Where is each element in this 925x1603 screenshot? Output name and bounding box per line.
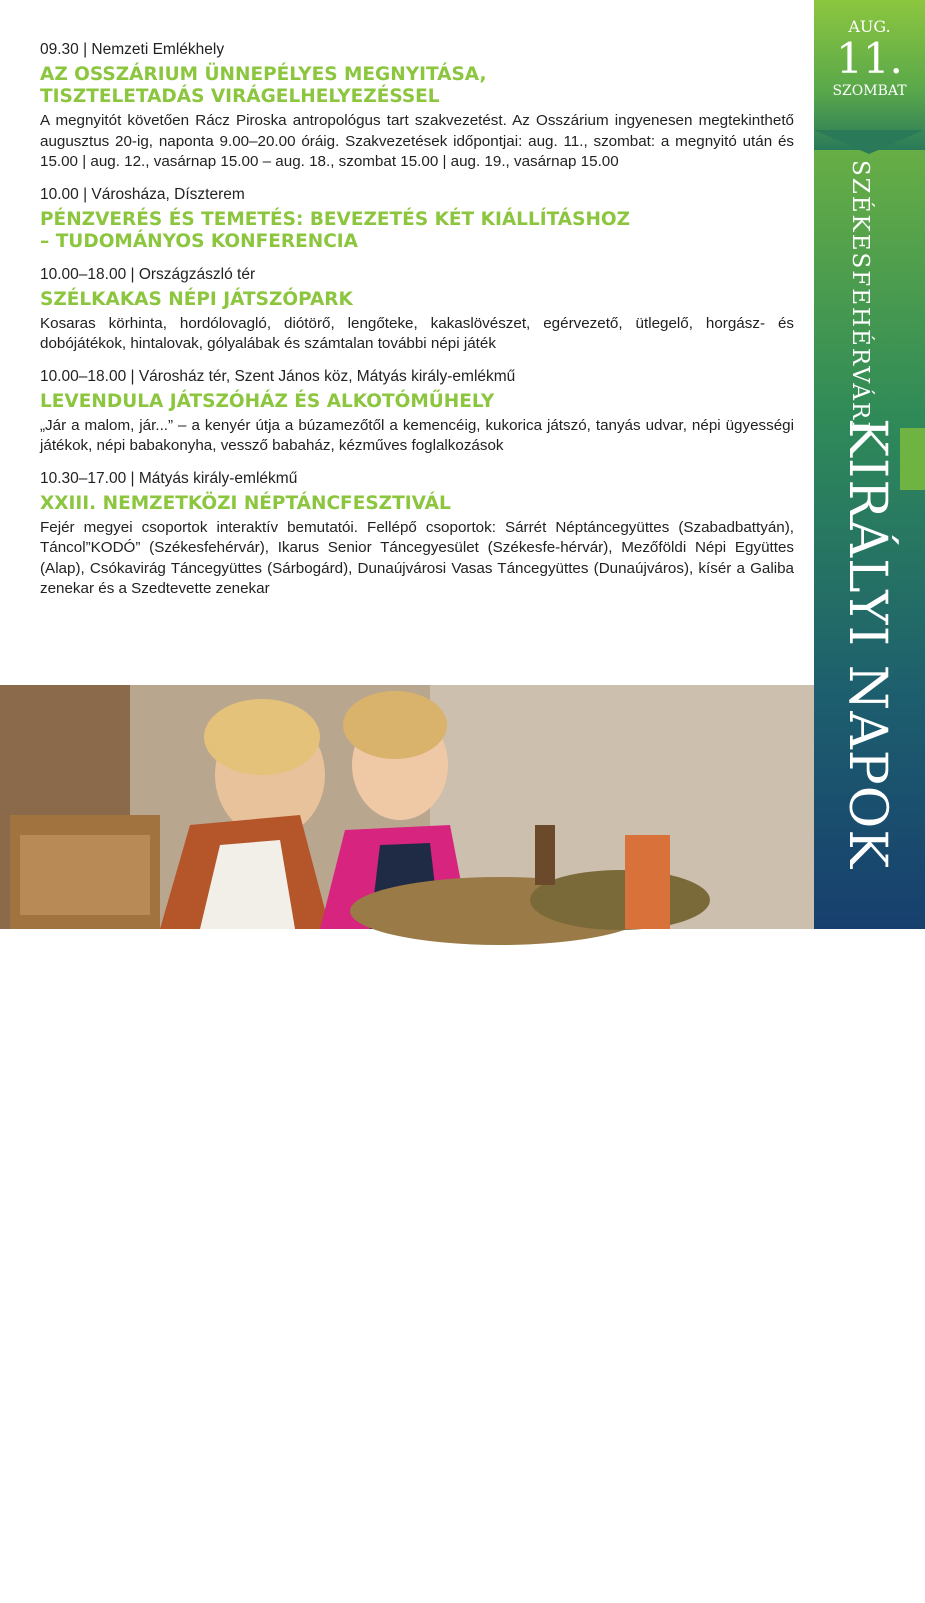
event-item [40, 265, 794, 355]
event-time: 10.00 | Városháza, Díszterem [40, 185, 245, 203]
event-item [40, 367, 794, 457]
event-description: „Jár a malom, jár...” – a kenyér útja a búzamezőtől a kemencéig, kukorica játszó, tanyás udvar, népi ügyességi játékok, népi babakonyha, vessző babaház, kézműves foglalkozások [40, 416, 794, 454]
date-weekday: SZOMBAT [832, 83, 907, 99]
chevron-down-icon [814, 130, 924, 154]
festival-title: KIRÁLYI NAPOK [837, 418, 897, 870]
event-description: Fejér megyei csoportok interaktív bemutatói. Fellépő csoportok: Sárrét Néptáncegyüttes (Szabadbattyán), Táncol”KODÓ” (Székesfehérvár), Ikarus Senior Táncegyesület (Székesfe-hérvár), Mezőföldi Népi Együttes (Alap), Csókavirág Táncegyüttes (Sárbogárd), Dunaújvárosi Vasas Táncegyüttes (Dunaújváros), kísér a Galiba zenekar és a Szedtevette zenekar [40, 518, 794, 597]
event-title-line: TISZTELETADÁS VIRÁGELHELYEZÉSSEL [40, 86, 440, 107]
page-number: 5 [456, 1588, 464, 1603]
event-time: 10.00–18.00 | Országzászló tér [40, 265, 256, 283]
event-title-line: SZÉLKAKAS NÉPI JÁTSZÓPARK [40, 288, 353, 310]
event-time: 09.30 | Nemzeti Emlékhely [40, 41, 225, 58]
event-description: Kosaras körhinta, hordólovagló, diótörő, lengőteke, kakaslövészet, egérvezető, ütlegelő, horgász- és dobójátékok, hintalovak, gólyalábak és számtalan további népi játék [40, 314, 794, 352]
event-title-line: PÉNZVERÉS ÉS TEMETÉS: BEVEZETÉS KÉT KIÁLLÍTÁSHOZ [40, 208, 631, 230]
event-time: 10.30–17.00 | Mátyás király-emlékmű [40, 469, 298, 487]
event-title-line: – TUDOMÁNYOS KONFERENCIA [40, 230, 358, 252]
children-crafts-photo [0, 685, 814, 1603]
event-list [40, 40, 794, 612]
event-date [814, 18, 925, 100]
event-title-line: AZ OSSZÁRIUM ÜNNEPÉLYES MEGNYITÁSA, [40, 64, 487, 85]
photo-illustration [0, 685, 814, 929]
page-tab-marker [900, 428, 925, 490]
event-title-line: LEVENDULA JÁTSZÓHÁZ ÉS ALKOTÓMŰHELY [40, 390, 495, 412]
event-title-line: XXIII. NEMZETKÖZI NÉPTÁNCFESZTIVÁL [40, 492, 451, 514]
date-day: 11. [836, 34, 903, 83]
event-item [40, 185, 794, 253]
event-description: A megnyitót követően Rácz Piroska antropológus tart szakvezetést. Az Osszárium ingyenesen megtekinthető augusztus 20-ig, naponta 9.00–20.00 óráig. Szakvezetések időpontjai: aug. 11., szombat: a megnyitó után és 15.00 | aug. 12., vasárnap 15.00 – aug. 18., szombat 15.00 | aug. 19., vasárnap 15.00 [40, 112, 794, 170]
festival-city: SZÉKESFEHÉRVÁRI [847, 160, 873, 433]
event-item [40, 40, 794, 173]
date-month: AUG. [848, 17, 891, 36]
event-time: 10.00–18.00 | Városház tér, Szent János köz, Mátyás király-emlékmű [40, 367, 516, 385]
event-item [40, 469, 794, 600]
